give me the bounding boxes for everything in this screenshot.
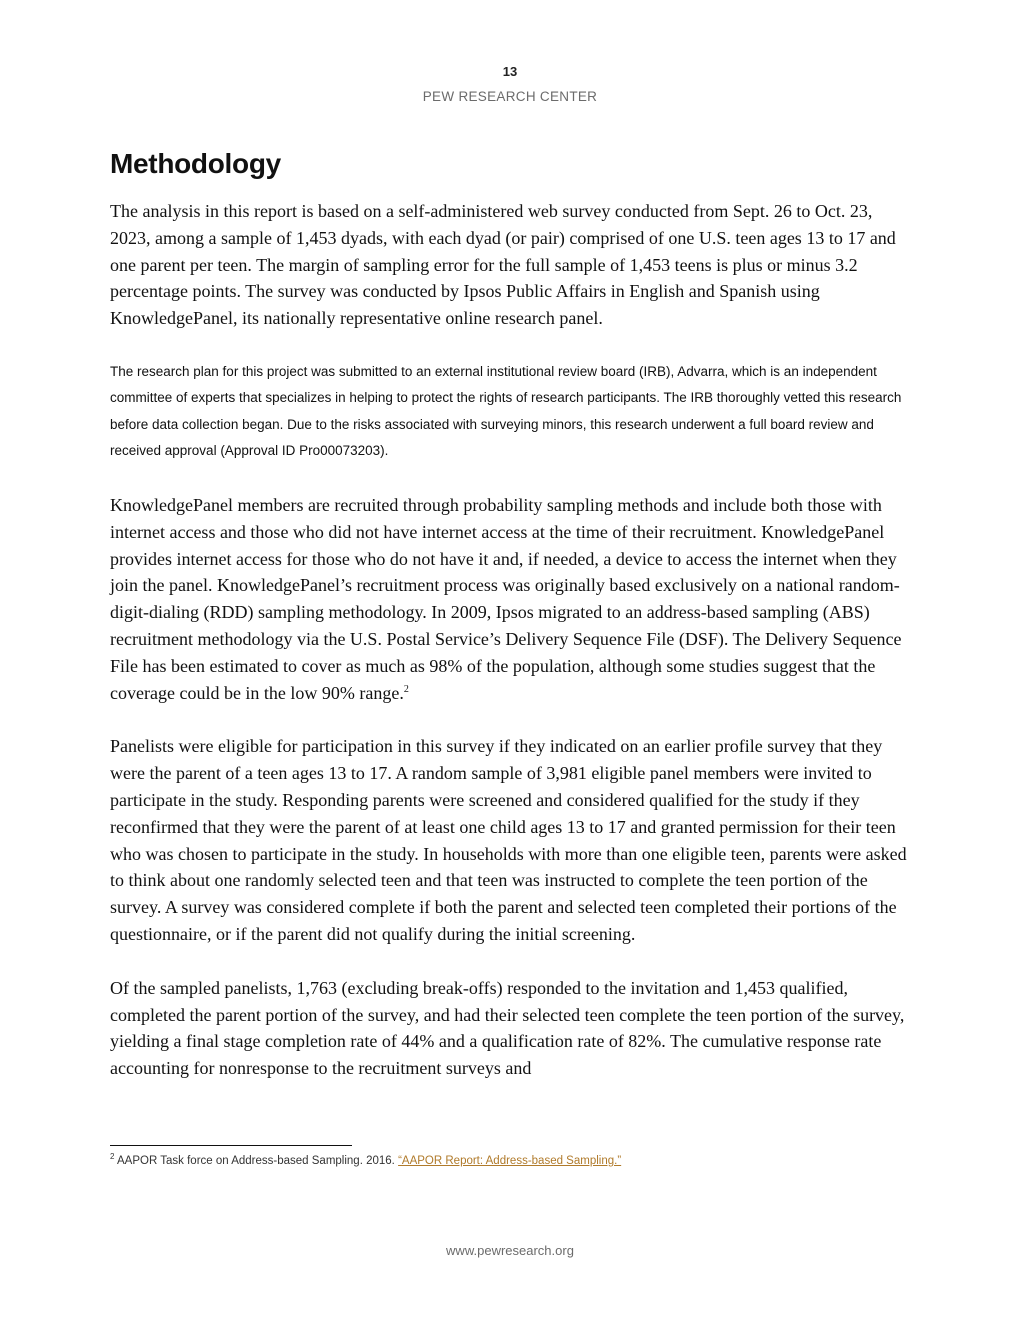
paragraph-eligibility: Panelists were eligible for participation in this survey if they indicated on an earlier profile survey that they were the parent of a teen ages 13 to 17. A random sample of 3,981 eligible panel members were invited to participate in the study. Responding parents were screened and considered qualified for the study if they reconfirmed that they were the parent of at least one child ages 13 to 17 and granted permission for their teen who was chosen to participate in the study. In households with more than one eligible teen, parents were asked to think about one randomly selected teen and that teen was instructed to complete the teen portion of the survey. A survey was considered complete if both the parent and selected teen completed their portions of the questionnaire, or if the parent did not qualify during the initial screening. [110, 736, 907, 944]
footer-url[interactable]: www.pewresearch.org [446, 1243, 574, 1258]
header-organization: PEW RESEARCH CENTER [422, 89, 598, 104]
paragraph-knowledgepanel-text: KnowledgePanel members are recruited through probability sampling methods and include both those with internet access and those who did not have internet access at the time of their recruitment. KnowledgePanel provides internet access for those who do not have it and, if needed, a device to access the internet when they join the panel. KnowledgePanel’s recruitment process was originally based exclusively on a national random-digit-dialing (RDD) sampling methodology. In 2009, Ipsos migrated to an address-based sampling (ABS) recruitment methodology via the U.S. Postal Service’s Delivery Sequence File (DSF). The Delivery Sequence File has been estimated to cover as much as 98% of the population, although some studies suggest that the coverage could be in the low 90% range. [110, 494, 902, 703]
paragraph-response-rate: Of the sampled panelists, 1,763 (excluding break-offs) responded to the invitation and 1,453 qualified, completed the parent portion of the survey, and had their selected teen complete the teen portion of the survey, yielding a final stage completion rate of 44% and a qualification rate of 82%. The cumulative response rate accounting for nonresponse to the recruitment surveys and [110, 977, 905, 1079]
paragraph-survey-overview: The analysis in this report is based on a self-administered web survey conducted from Sept. 26 to Oct. 23, 2023, among a sample of 1,453 dyads, with each dyad (or pair) comprised of one U.S. teen ages 13 to 17 and one parent per teen. The margin of sampling error for the full sample of 1,453 teens is plus or minus 3.2 percentage points. The survey was conducted by Ipsos Public Affairs in English and Spanish using KnowledgePanel, its nationally representative online research panel. [110, 201, 896, 329]
page-title: Methodology [110, 148, 281, 179]
paragraph-knowledgepanel [110, 492, 910, 706]
page-number: 13 [502, 64, 518, 79]
footnote-reference[interactable]: 2 [403, 683, 409, 695]
footnote-text: AAPOR Task force on Address-based Sampling. 2016. [114, 1155, 399, 1167]
footnote-number: 2 [110, 1152, 115, 1162]
footnote-link[interactable]: “AAPOR Report: Address-based Sampling.” [398, 1155, 622, 1167]
main-content [110, 148, 910, 1109]
footnote [110, 1152, 910, 1167]
footnote-divider [110, 1145, 352, 1146]
paragraph-irb: The research plan for this project was submitted to an external institutional review board (IRB), Advarra, which is an independent committee of experts that specializes in helping to protect the rights of research participants. The IRB thoroughly vetted this research before data collection began. Due to the risks associated with surveying minors, this research underwent a full board review and received approval (Approval ID Pro00073203). [110, 363, 902, 459]
